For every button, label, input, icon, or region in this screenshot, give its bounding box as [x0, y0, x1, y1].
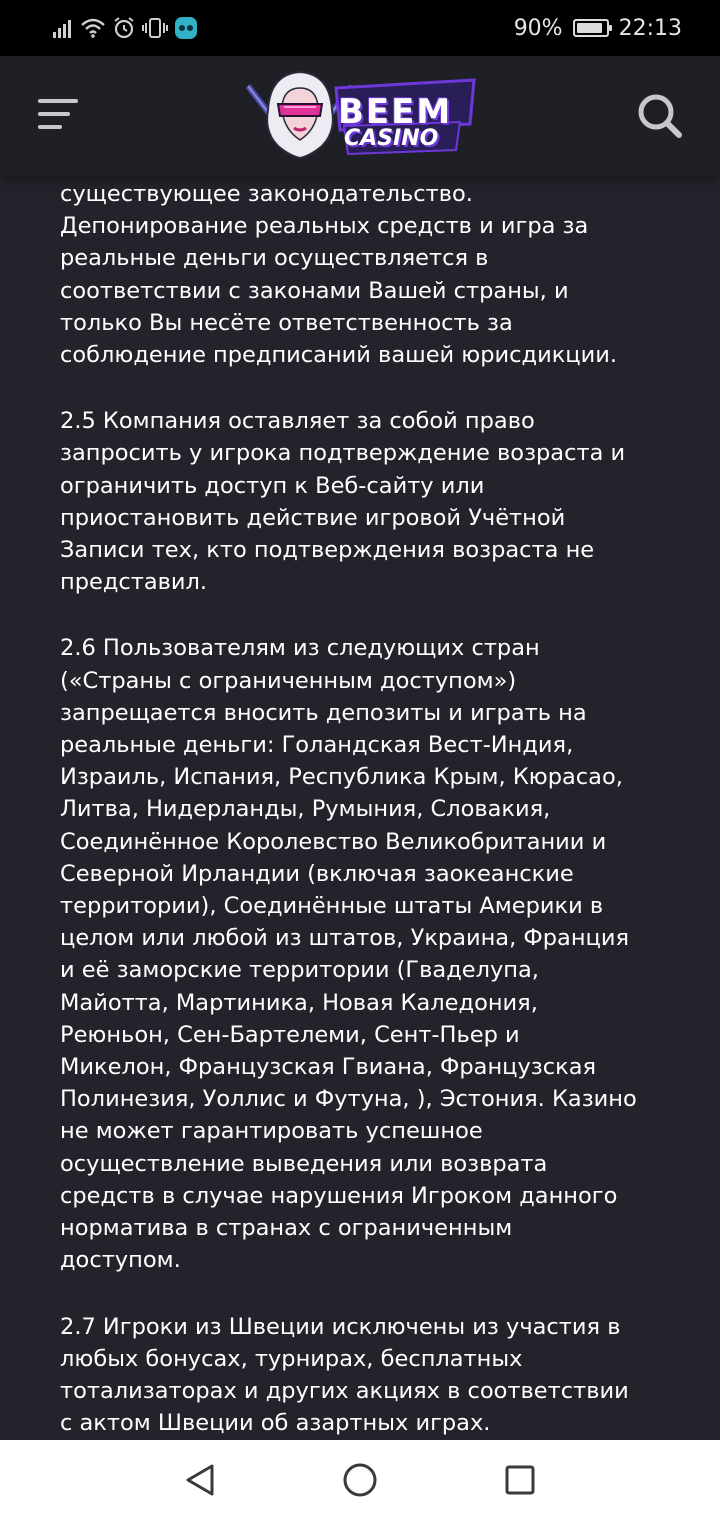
- text-line: приостановить действие игровой Учётной: [60, 504, 566, 531]
- back-button[interactable]: [180, 1460, 220, 1500]
- text-line: соответствии с законами Вашей страны, и: [60, 277, 569, 304]
- text-line: 2.6 Пользователям из следующих стран: [60, 635, 540, 662]
- terms-paragraph-2-7: [60, 1311, 660, 1440]
- text-line: Литва, Нидерланды, Румыния, Словакия,: [60, 796, 551, 823]
- search-button[interactable]: [634, 90, 686, 142]
- text-line: запросить у игрока подтверждение возраста и: [60, 440, 626, 467]
- text-line: только Вы несёте ответственность за: [60, 309, 513, 336]
- text-line: Соединённое Королевство Великобритании и: [60, 828, 607, 855]
- search-icon: [634, 90, 686, 142]
- text-line: и её заморские территории (Гваделупа,: [60, 957, 539, 984]
- status-bar: [0, 0, 720, 56]
- home-button[interactable]: [340, 1460, 380, 1500]
- text-line: осуществление выведения или возврата: [60, 1150, 548, 1177]
- text-line: Записи тех, кто подтверждения возраста не: [60, 537, 595, 564]
- text-line: Реюньон, Сен-Бартелеми, Сент-Пьер и: [60, 1021, 520, 1048]
- app-notification-icon: [174, 16, 198, 40]
- text-line: Депонирование реальных средств и игра за: [60, 213, 589, 240]
- terms-content: [60, 176, 660, 1440]
- text-line: Израиль, Испания, Республика Крым, Кюрасао,: [60, 764, 623, 791]
- text-line: 2.5 Компания оставляет за собой право: [60, 408, 535, 435]
- text-line: целом или любой из штатов, Украина, Франция: [60, 925, 630, 952]
- terms-paragraph-2-5: [60, 405, 660, 598]
- hamburger-icon: [34, 94, 82, 134]
- text-line: норматива в странах с ограниченным: [60, 1215, 513, 1242]
- site-header: [0, 56, 720, 176]
- terms-paragraph-2-6: [60, 632, 660, 1276]
- text-line: Северной Ирландии (включая заокеанские: [60, 860, 574, 887]
- text-line: реальные деньги: Голандская Вест-Индия,: [60, 732, 574, 759]
- back-triangle-icon: [180, 1460, 220, 1500]
- home-circle-icon: [340, 1460, 380, 1500]
- logo-subword: CASINO: [344, 126, 439, 151]
- text-line: Микелон, Французская Гвиана, Французская: [60, 1054, 597, 1081]
- text-line: средств в случае нарушения Игроком данного: [60, 1182, 618, 1209]
- text-line: ограничить доступ к Веб-сайту или: [60, 472, 485, 499]
- text-line: представил.: [60, 569, 208, 596]
- logo-word: BEEM: [338, 92, 453, 132]
- wifi-icon: [80, 17, 106, 39]
- status-time: 22:13: [618, 15, 682, 41]
- battery-icon: [573, 19, 609, 37]
- text-line: запрещается вносить депозиты и играть на: [60, 699, 587, 726]
- signal-icon: [52, 17, 74, 39]
- text-line: не может гарантировать успешное: [60, 1118, 483, 1145]
- text-line: реальные деньги осуществляется в: [60, 245, 489, 272]
- text-line: доступом.: [60, 1247, 181, 1274]
- terms-paragraph-2-4: [60, 178, 660, 371]
- battery-fill: [577, 23, 602, 33]
- beem-casino-logo[interactable]: [240, 66, 480, 166]
- text-line: («Страны с ограниченным доступом»): [60, 667, 517, 694]
- vibrate-icon: [142, 17, 168, 39]
- menu-button[interactable]: [34, 94, 82, 134]
- terms-text: [60, 178, 660, 1440]
- text-line: с актом Швеции об азартных играх.: [60, 1410, 491, 1437]
- text-line: тотализаторах и других акциях в соответствии: [60, 1377, 629, 1404]
- text-line: соблюдение предписаний вашей юрисдикции.: [60, 342, 618, 369]
- battery-percent: 90%: [513, 15, 563, 41]
- recents-square-icon: [500, 1460, 540, 1500]
- system-navigation-bar: [0, 1440, 720, 1520]
- recents-button[interactable]: [500, 1460, 540, 1500]
- status-icons-left: [52, 14, 198, 42]
- status-icons-right: [514, 12, 682, 44]
- text-line: Майотта, Мартиника, Новая Каледония,: [60, 989, 538, 1016]
- text-line: территории), Соединённые штаты Америки в: [60, 893, 604, 920]
- text-line: любых бонусах, турнирах, бесплатных: [60, 1345, 523, 1372]
- text-line: 2.7 Игроки из Швеции исключены из участия в: [60, 1313, 621, 1340]
- text-line: существующее законодательство.: [60, 181, 473, 207]
- text-line: Полинезия, Уоллис и Футуна, ), Эстония. Казино: [60, 1086, 637, 1113]
- alarm-icon: [112, 16, 136, 40]
